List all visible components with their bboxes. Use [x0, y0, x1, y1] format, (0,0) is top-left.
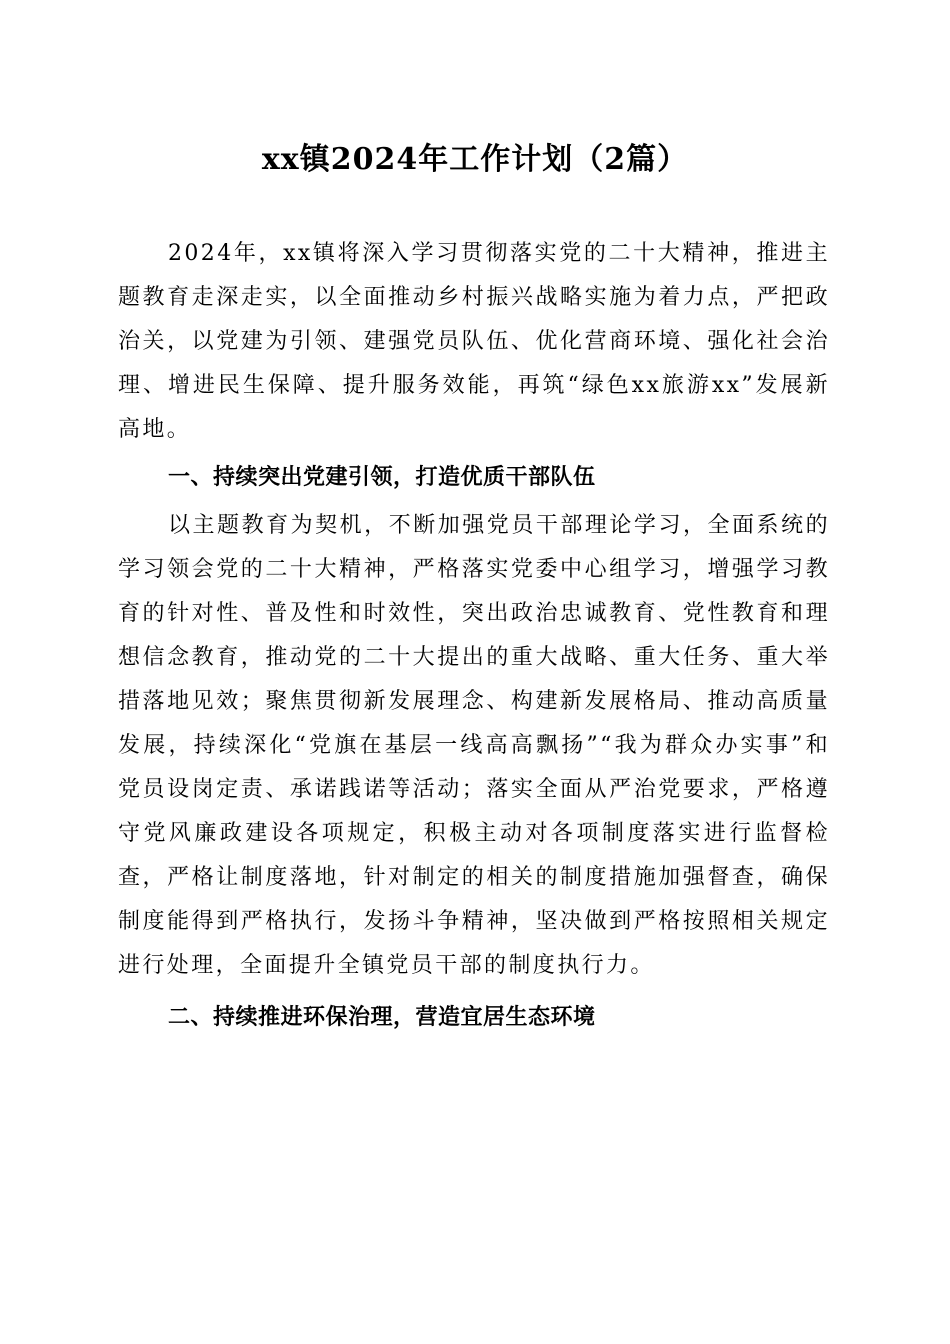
intro-paragraph: 2024年，xx镇将深入学习贯彻落实党的二十大精神，推进主题教育走深走实，以全面推动乡村振兴战略实施为着力点，严把政治关，以党建为引领、建强党员队伍、优化营商环境、强化社会治理、增进民生保障、提升服务效能，再筑“绿色xx旅游xx”发展新高地。: [118, 241, 830, 442]
section-heading-2: 二、持续推进环保治理，营造宜居生态环境: [168, 1005, 596, 1030]
section-heading-1: 一、持续突出党建引领，打造优质干部队伍: [168, 465, 596, 490]
document-body: [118, 232, 830, 1040]
section-body-1: 以主题教育为契机，不断加强党员干部理论学习，全面系统的学习领会党的二十大精神，严格落实党委中心组学习，增强学习教育的针对性、普及性和时效性，突出政治忠诚教育、党性教育和理想信念教育，推动党的二十大提出的重大战略、重大任务、重大举措落地见效；聚焦贯彻新发展理念、构建新发展格局、推动高质量发展，持续深化“党旗在基层一线高高飘扬”“我为群众办实事”和党员设岗定责、承诺践诺等活动；落实全面从严治党要求，严格遵守党风廉政建设各项规定，积极主动对各项制度落实进行监督检查，严格让制度落地，针对制定的相关的制度措施加强督查，确保制度能得到严格执行，发扬斗争精神，坚决做到严格按照相关规定进行处理，全面提升全镇党员干部的制度执行力。: [118, 513, 830, 978]
document-title: xx镇2024年工作计划（2篇）: [261, 142, 689, 177]
